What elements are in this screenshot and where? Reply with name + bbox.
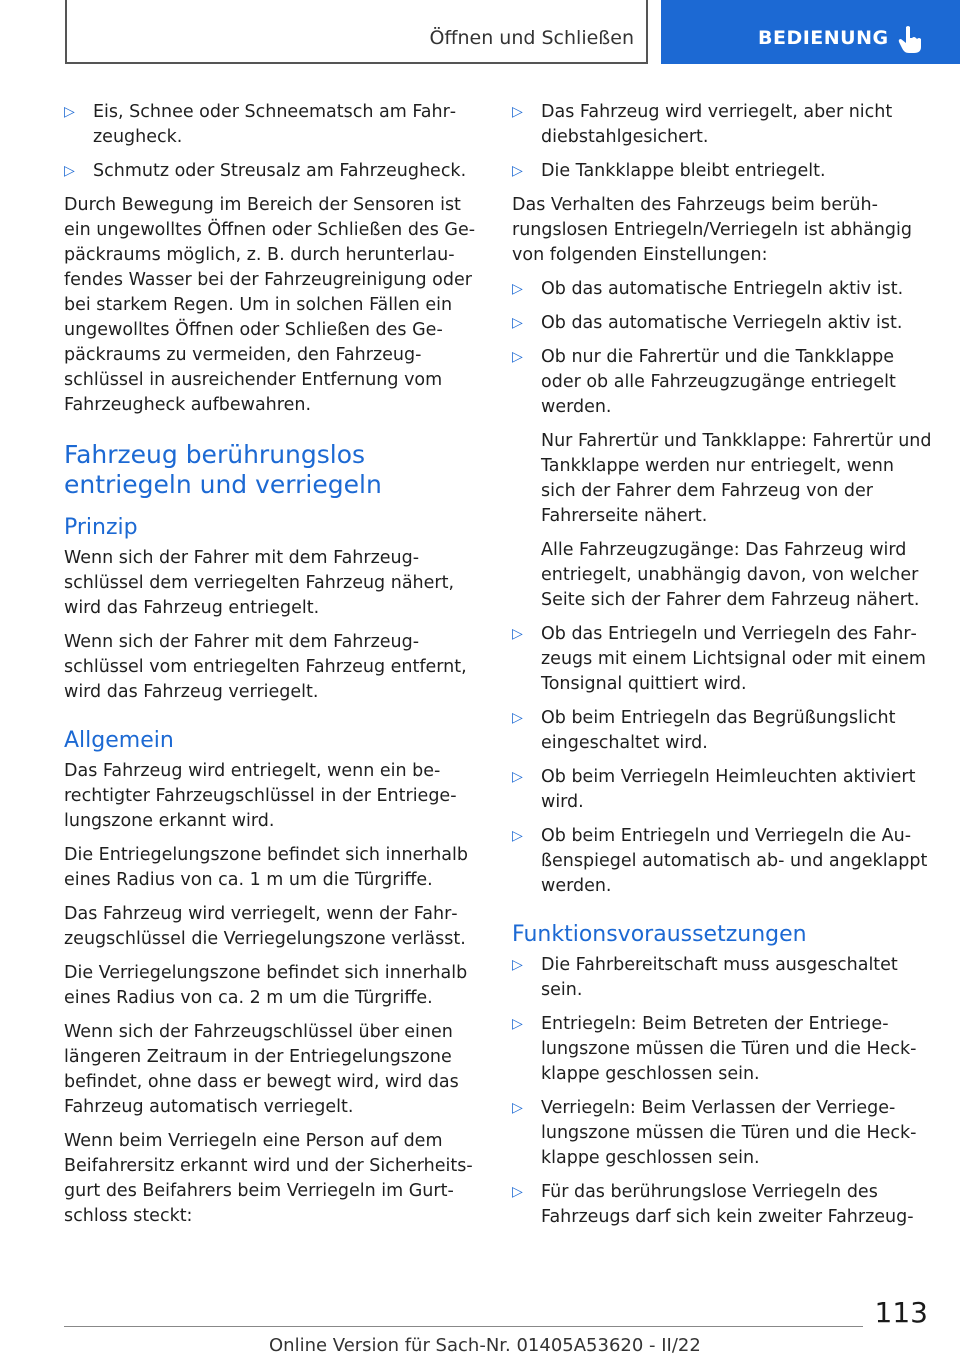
list-item: ▷ Die Tankklappe bleibt entriegelt.: [512, 159, 932, 184]
sub-paragraph: Alle Fahrzeugzugänge: Das Fahrzeug wird entriegelt, unabhängig davon, von welcher Seite sich der Fahrer dem Fahrzeug nähert.: [541, 540, 920, 610]
bullet-arrow-icon: ▷: [512, 1100, 523, 1116]
bullet-arrow-icon: ▷: [512, 163, 523, 179]
paragraph: Wenn beim Verriegeln eine Person auf dem Beifahrersitz erkannt wird und der Sicherheitsgurt des Beifahrers beim Verriegeln im Gurtschloss steckt:: [64, 1131, 473, 1226]
paragraph-sensor: Durch Bewegung im Bereich der Sensoren ist ein ungewolltes Öffnen oder Schließen des Gepäckraums möglich, z. B. durch herunterlaufendes Wasser bei der Fahrzeugreinigung oder bei starkem Regen. Um in solchen Fällen ein ungewolltes Öffnen oder Schließen des Gepäckraums zu vermeiden, den Fahrzeugschlüssel in ausreichender Entfernung vom Fahrzeugheck aufbewahren.: [64, 195, 476, 415]
bullet-arrow-icon: ▷: [512, 349, 523, 365]
heading-funktionsvoraussetzungen: Funktionsvoraussetzungen: [512, 922, 807, 947]
list-item: ▷ Ob beim Entriegeln und Verriegeln die Außenspiegel automatisch ab- und angeklappt werden.: [512, 824, 932, 899]
footer-online-version: Online Version für Sach-Nr. 01405A53620 - II/22: [269, 1335, 701, 1356]
list-item: ▷ Die Fahrbereitschaft muss ausgeschaltet sein.: [512, 953, 932, 1003]
bullet-arrow-icon: ▷: [512, 1184, 523, 1200]
paragraph: Das Fahrzeug wird entriegelt, wenn ein berechtigter Fahrzeugschlüssel in der Entriegelungszone erkannt wird.: [64, 761, 457, 831]
bullet-arrow-icon: ▷: [512, 1016, 523, 1032]
page-number: 113: [874, 1296, 928, 1329]
right-column: [512, 100, 932, 1239]
paragraph: Das Verhalten des Fahrzeugs beim berührungslosen Entriegeln/Verriegeln ist abhängig von folgenden Einstellungen:: [512, 195, 912, 265]
list-item: ▷ Für das berührungslose Verriegeln des Fahrzeugs darf sich kein zweiter Fahrzeug-: [512, 1180, 932, 1230]
list-item: ▷ Eis, Schnee oder Schneematsch am Fahrzeugheck.: [64, 100, 479, 150]
left-column: [64, 100, 479, 1238]
paragraph: Die Verriegelungszone befindet sich innerhalb eines Radius von ca. 2 m um die Türgriffe.: [64, 963, 468, 1008]
list-item: ▷ Ob nur die Fahrertür und die Tankklappe oder ob alle Fahrzeugzugänge entriegelt werden.: [512, 345, 932, 420]
section-heading: Fahrzeug berührungslos entriegeln und verriegeln: [64, 440, 382, 499]
paragraph: Wenn sich der Fahrer mit dem Fahrzeugschlüssel dem verriegelten Fahrzeug nähert, wird das Fahrzeug entriegelt.: [64, 548, 455, 618]
header-chapter-tab: [661, 0, 960, 64]
pointing-hand-icon: [897, 25, 923, 55]
paragraph: Das Fahrzeug wird verriegelt, wenn der Fahrzeugschlüssel die Verriegelungszone verlässt.: [64, 904, 466, 949]
bullet-arrow-icon: ▷: [512, 710, 523, 726]
list-item: ▷ Ob beim Verriegeln Heimleuchten aktiviert wird.: [512, 765, 932, 815]
footer-divider: [64, 1326, 863, 1327]
list-item: ▷ Ob das Entriegeln und Verriegeln des Fahrzeugs mit einem Lichtsignal oder mit einem Tonsignal quittiert wird.: [512, 622, 932, 697]
bullet-arrow-icon: ▷: [512, 315, 523, 331]
list-item: ▷ Ob das automatische Entriegeln aktiv ist.: [512, 277, 932, 302]
chapter-label: BEDIENUNG: [758, 27, 889, 49]
list-item: ▷ Ob das automatische Verriegeln aktiv ist.: [512, 311, 932, 336]
header-section-box: [65, 0, 648, 64]
sub-paragraph: Nur Fahrertür und Tankklappe: Fahrertür und Tankklappe werden nur entriegelt, wenn sich der Fahrer dem Fahrzeug von der Fahrerseite nähert.: [541, 431, 932, 526]
list-item: ▷ Entriegeln: Beim Betreten der Entriegelungszone müssen die Türen und die Heckklappe geschlossen sein.: [512, 1012, 932, 1087]
bullet-arrow-icon: ▷: [512, 104, 523, 120]
paragraph: Die Entriegelungszone befindet sich innerhalb eines Radius von ca. 1 m um die Türgriffe.: [64, 845, 468, 890]
bullet-arrow-icon: ▷: [512, 769, 523, 785]
bullet-arrow-icon: ▷: [512, 957, 523, 973]
bullet-arrow-icon: ▷: [512, 626, 523, 642]
list-item: ▷ Schmutz oder Streusalz am Fahrzeugheck.: [64, 159, 479, 184]
paragraph: Wenn sich der Fahrzeugschlüssel über einen längeren Zeitraum in der Entriegelungszone befindet, ohne dass er bewegt wird, wird das Fahrzeug automatisch verriegelt.: [64, 1022, 459, 1117]
paragraph: Wenn sich der Fahrer mit dem Fahrzeugschlüssel vom entriegelten Fahrzeug entfernt, wird das Fahrzeug verriegelt.: [64, 632, 467, 702]
heading-allgemein: Allgemein: [64, 728, 174, 753]
list-item: ▷ Ob beim Entriegeln das Begrüßungslicht eingeschaltet wird.: [512, 706, 932, 756]
bullet-arrow-icon: ▷: [64, 104, 75, 120]
list-item: ▷ Verriegeln: Beim Verlassen der Verriegelungszone müssen die Türen und die Heckklappe geschlossen sein.: [512, 1096, 932, 1171]
bullet-arrow-icon: ▷: [512, 281, 523, 297]
section-title: Öffnen und Schließen: [429, 27, 634, 49]
heading-prinzip: Prinzip: [64, 515, 138, 540]
list-item: ▷ Das Fahrzeug wird verriegelt, aber nicht diebstahlgesichert.: [512, 100, 932, 150]
bullet-arrow-icon: ▷: [64, 163, 75, 179]
bullet-arrow-icon: ▷: [512, 828, 523, 844]
